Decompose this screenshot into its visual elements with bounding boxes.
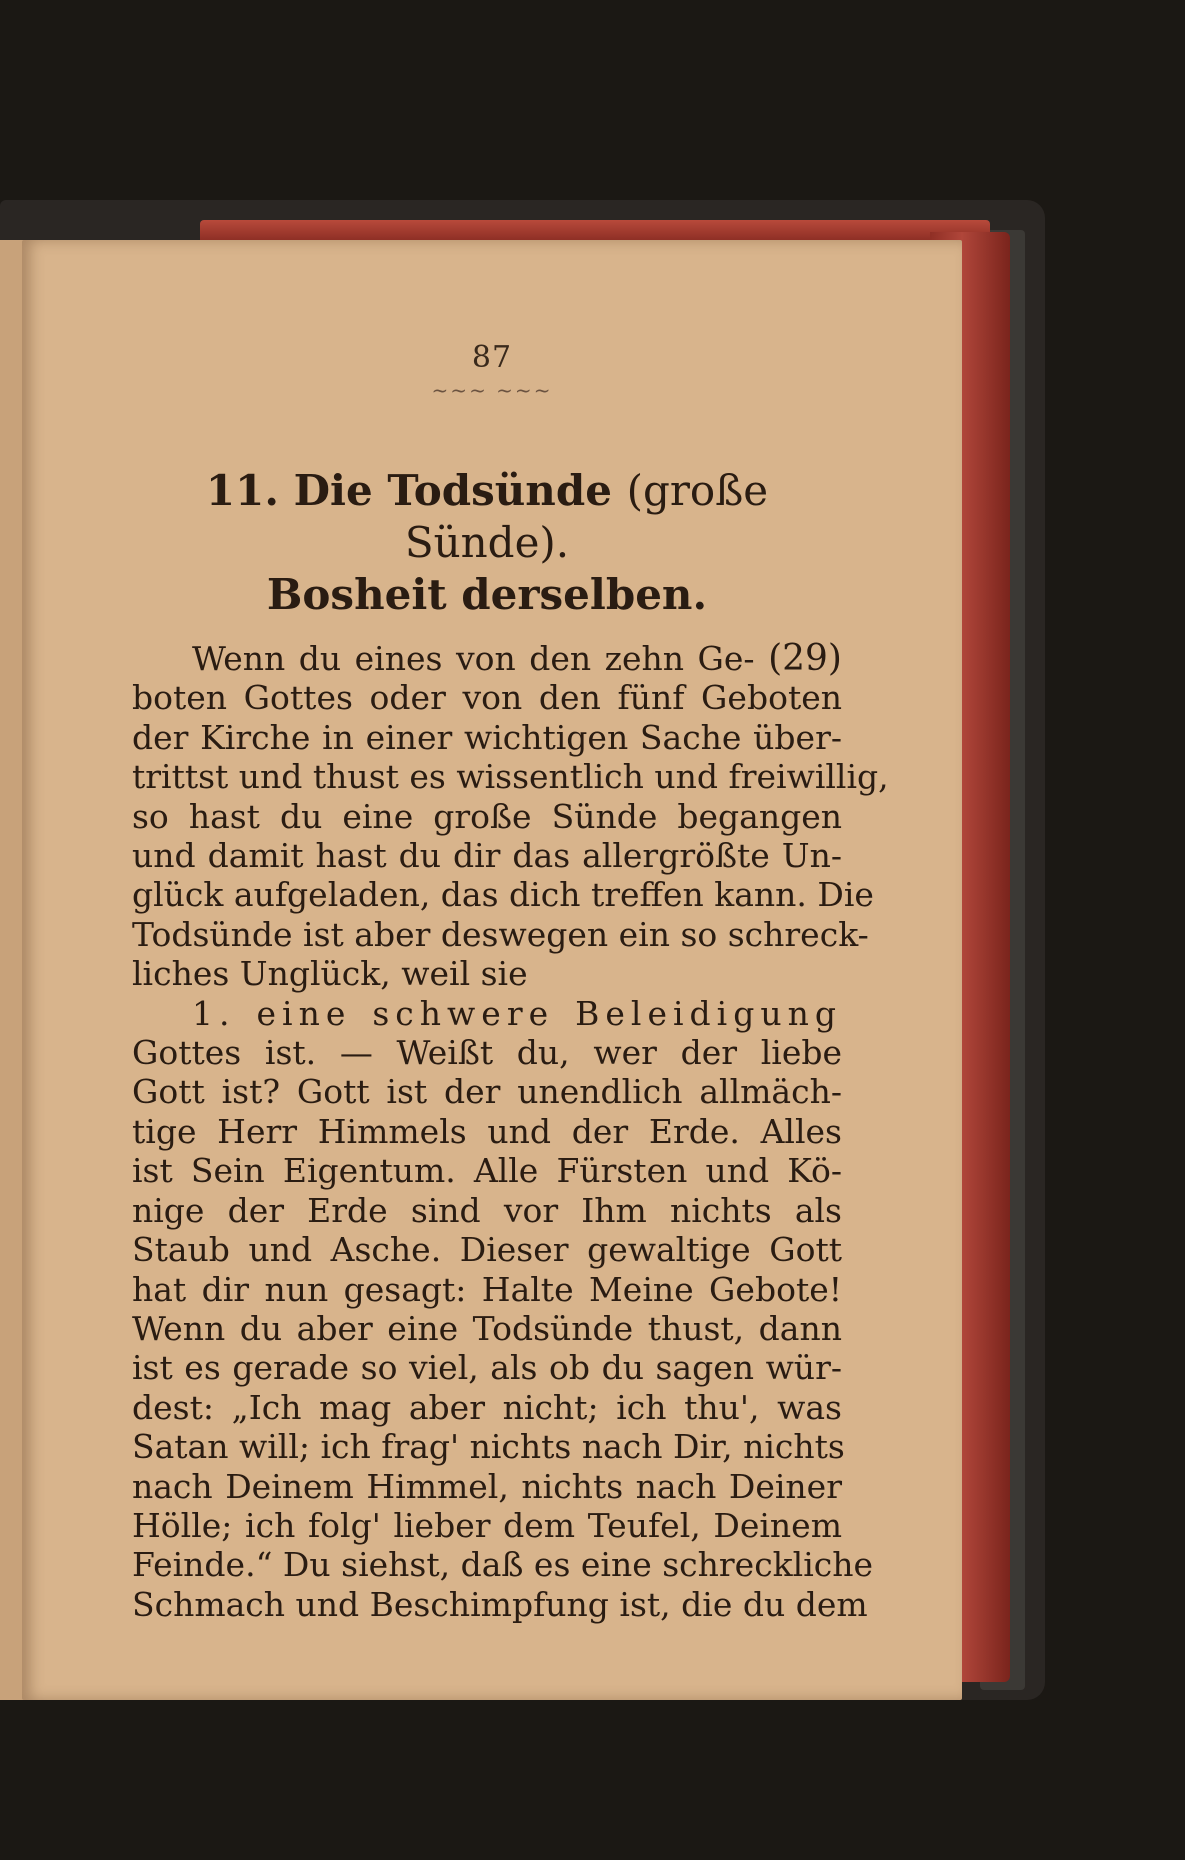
text-line: Hölle; ich folg' lieber dem Teufel, Deinem bbox=[132, 1505, 842, 1545]
text-line: Schmach und Beschimpfung ist, die du dem bbox=[132, 1584, 868, 1624]
text-line: tige Herr Himmels und der Erde. Alles bbox=[132, 1111, 842, 1151]
text-line: Wenn du eines von den zehn Ge- (29) bbox=[192, 638, 842, 679]
text-line: Satan will; ich frag' nichts nach Dir, nichts bbox=[132, 1427, 845, 1467]
text-line: nige der Erde sind vor Ihm nichts als bbox=[132, 1190, 842, 1230]
book-page bbox=[22, 240, 962, 1700]
text-line: glück aufgeladen, das dich treffen kann. Die bbox=[132, 875, 874, 915]
text-line: ist es gerade so viel, als ob du sagen wür- bbox=[132, 1348, 842, 1388]
text-line: Todsünde ist aber deswegen ein so schreck- bbox=[132, 914, 869, 954]
text-line: der Kirche in einer wichtigen Sache über- bbox=[132, 717, 842, 757]
text-line: 1. eine schwere Beleidigung bbox=[192, 993, 842, 1033]
page-top-edge bbox=[200, 220, 990, 240]
text-line: so hast du eine große Sünde begangen bbox=[132, 796, 842, 836]
text-line: hat dir nun gesagt: Halte Meine Gebote! bbox=[132, 1269, 842, 1309]
text-line: nach Deinem Himmel, nichts nach Deiner bbox=[132, 1466, 842, 1506]
chapter-subtitle: Bosheit derselben. bbox=[266, 570, 708, 619]
chapter-heading bbox=[132, 465, 842, 621]
text-line: liches Unglück, weil sie bbox=[132, 954, 528, 994]
chapter-title-gloss: (große Sünde). bbox=[404, 466, 769, 567]
chapter-title: Die Todsünde bbox=[293, 466, 612, 515]
margin-number: (29) bbox=[768, 638, 842, 679]
chapter-number: 11. bbox=[205, 466, 279, 515]
text-line: Staub und Asche. Dieser gewaltige Gott bbox=[132, 1230, 842, 1270]
text-line: ist Sein Eigentum. Alle Fürsten und Kö- bbox=[132, 1151, 842, 1191]
page-number-ornament: ~~~ ~~~ bbox=[431, 378, 553, 402]
text-line: Gottes ist. — Weißt du, wer der liebe bbox=[132, 1033, 842, 1073]
text-line: boten Gottes oder von den fünf Geboten bbox=[132, 678, 842, 718]
text-line: dest: „Ich mag aber nicht; ich thu', was bbox=[132, 1387, 842, 1427]
page-text bbox=[132, 465, 889, 1624]
page-number: 87 bbox=[471, 340, 513, 375]
text-line: Gott ist? Gott ist der unendlich allmäch- bbox=[132, 1072, 842, 1112]
text-line: Wenn du aber eine Todsünde thust, dann bbox=[132, 1308, 842, 1348]
text-line: und damit hast du dir das allergrößte Un- bbox=[132, 836, 842, 876]
text-line: trittst und thust es wissentlich und freiwillig, bbox=[132, 757, 889, 797]
text-line: Feinde.“ Du siehst, daß es eine schreckliche bbox=[132, 1545, 874, 1585]
